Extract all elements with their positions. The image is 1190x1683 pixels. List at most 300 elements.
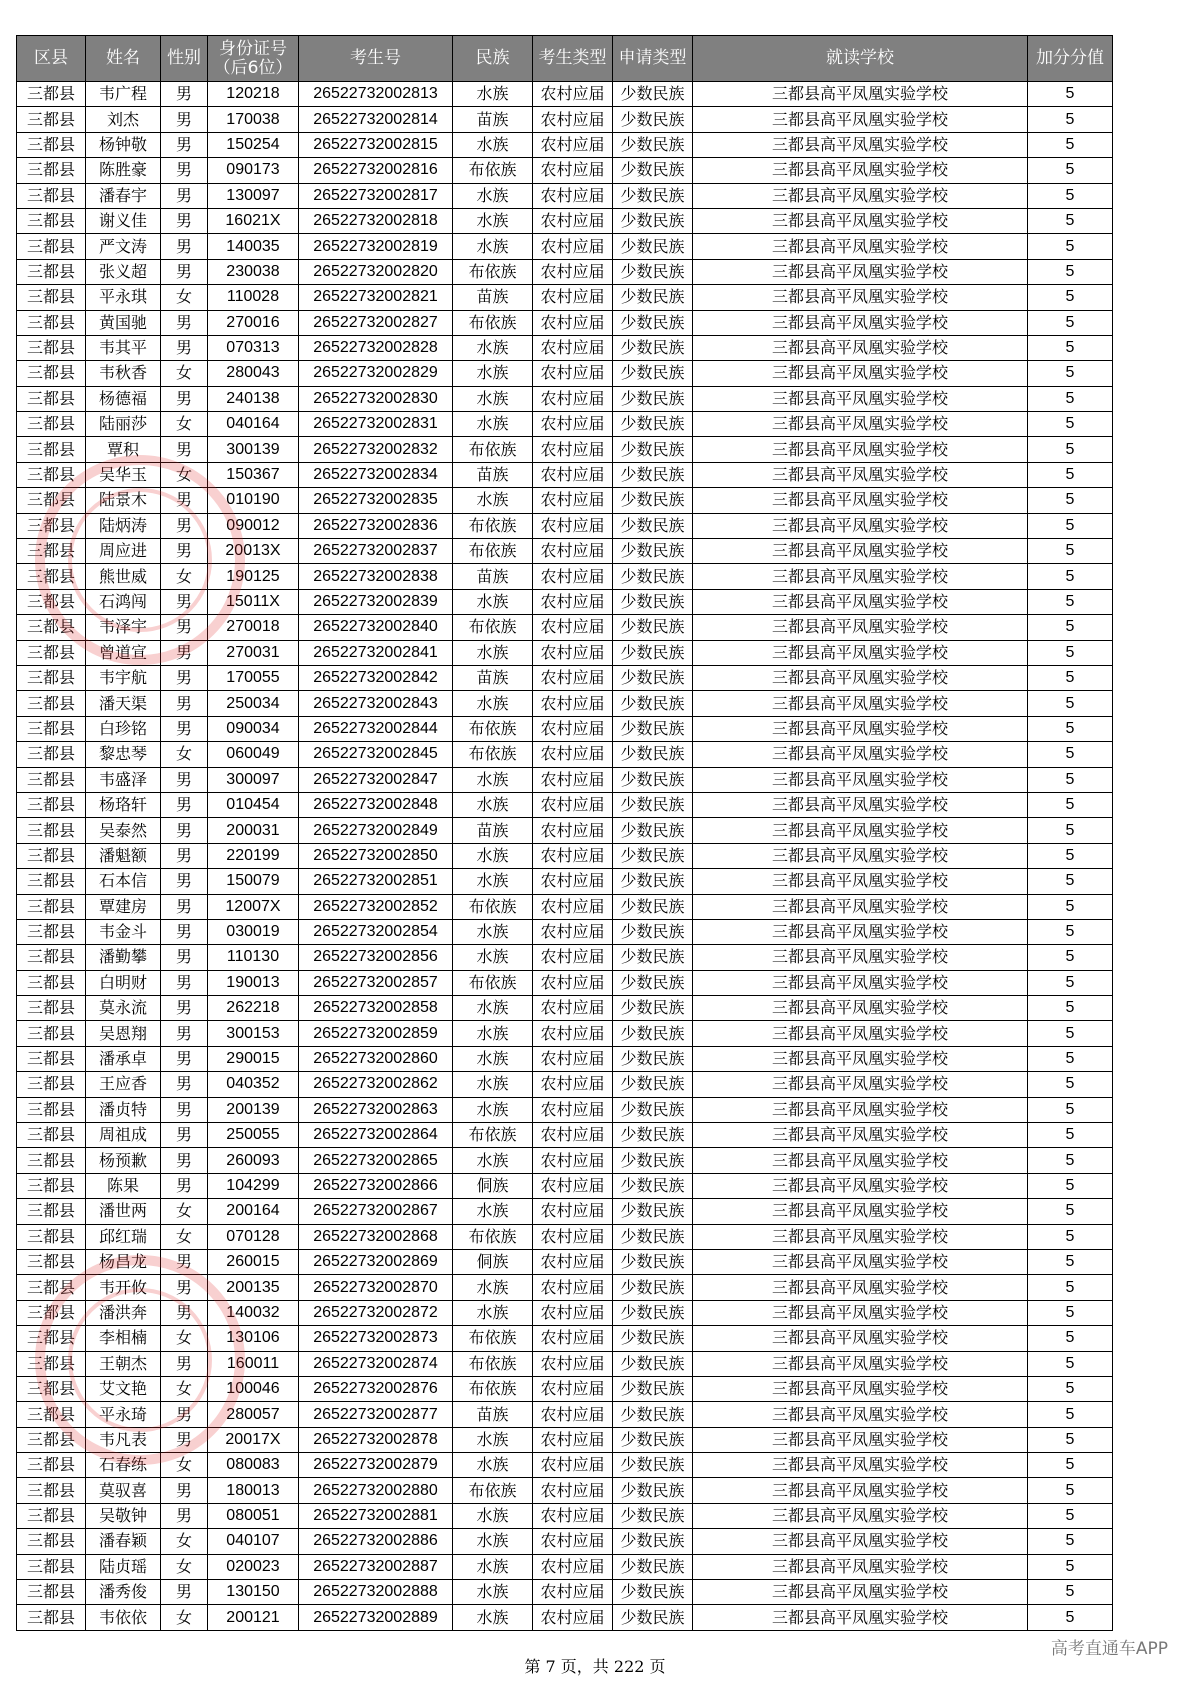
cell-apply-type: 少数民族 [613,1224,693,1249]
cell-candidate-type: 农村应届 [533,1427,613,1452]
cell-bonus: 5 [1028,462,1113,487]
cell-candidate-type: 农村应届 [533,132,613,157]
cell-district: 三都县 [17,1046,86,1071]
cell-name: 韦其平 [86,335,161,360]
table-row [17,843,1113,868]
cell-ethnicity: 布依族 [453,716,533,741]
cell-candidate-type: 农村应届 [533,869,613,894]
cell-id-suffix: 150079 [208,869,299,894]
cell-ethnicity: 水族 [453,589,533,614]
cell-candidate-type: 农村应届 [533,158,613,183]
cell-exam-number: 26522732002834 [299,462,453,487]
cell-gender: 女 [161,1605,208,1630]
cell-ethnicity: 布依族 [453,1376,533,1401]
cell-school: 三都县高平凤凰实验学校 [693,1275,1028,1300]
cell-id-suffix: 15011X [208,589,299,614]
cell-gender: 男 [161,665,208,690]
cell-ethnicity: 苗族 [453,285,533,310]
cell-apply-type: 少数民族 [613,335,693,360]
cell-gender: 女 [161,742,208,767]
cell-name: 艾文艳 [86,1376,161,1401]
cell-ethnicity: 水族 [453,919,533,944]
cell-ethnicity: 水族 [453,1300,533,1325]
cell-bonus: 5 [1028,1300,1113,1325]
cell-id-suffix: 290015 [208,1046,299,1071]
cell-candidate-type: 农村应届 [533,1402,613,1427]
cell-district: 三都县 [17,792,86,817]
cell-ethnicity: 水族 [453,132,533,157]
cell-bonus: 5 [1028,1097,1113,1122]
cell-id-suffix: 030019 [208,919,299,944]
cell-apply-type: 少数民族 [613,792,693,817]
cell-ethnicity: 布依族 [453,1326,533,1351]
cell-exam-number: 26522732002881 [299,1503,453,1528]
table-row [17,310,1113,335]
cell-exam-number: 26522732002829 [299,361,453,386]
cell-school: 三都县高平凤凰实验学校 [693,183,1028,208]
cell-name: 潘洪奔 [86,1300,161,1325]
cell-id-suffix: 160011 [208,1351,299,1376]
cell-school: 三都县高平凤凰实验学校 [693,82,1028,107]
cell-ethnicity: 水族 [453,843,533,868]
cell-school: 三都县高平凤凰实验学校 [693,158,1028,183]
cell-exam-number: 26522732002858 [299,996,453,1021]
cell-id-suffix: 150254 [208,132,299,157]
cell-exam-number: 26522732002843 [299,691,453,716]
cell-name: 杨钟敬 [86,132,161,157]
cell-apply-type: 少数民族 [613,716,693,741]
cell-district: 三都县 [17,970,86,995]
table-row [17,1427,1113,1452]
cell-apply-type: 少数民族 [613,1021,693,1046]
cell-gender: 男 [161,767,208,792]
table-row [17,1123,1113,1148]
cell-name: 覃建房 [86,894,161,919]
table-row [17,1173,1113,1198]
cell-gender: 男 [161,488,208,513]
cell-district: 三都县 [17,589,86,614]
cell-gender: 男 [161,1173,208,1198]
cell-ethnicity: 水族 [453,361,533,386]
cell-gender: 男 [161,132,208,157]
table-row [17,488,1113,513]
cell-school: 三都县高平凤凰实验学校 [693,1072,1028,1097]
cell-exam-number: 26522732002815 [299,132,453,157]
table-row [17,894,1113,919]
cell-candidate-type: 农村应届 [533,437,613,462]
cell-district: 三都县 [17,1529,86,1554]
cell-exam-number: 26522732002864 [299,1123,453,1148]
cell-id-suffix: 130150 [208,1580,299,1605]
cell-school: 三都县高平凤凰实验学校 [693,1123,1028,1148]
cell-name: 杨德福 [86,386,161,411]
cell-gender: 男 [161,615,208,640]
cell-exam-number: 26522732002842 [299,665,453,690]
cell-apply-type: 少数民族 [613,1478,693,1503]
cell-exam-number: 26522732002869 [299,1249,453,1274]
cell-district: 三都县 [17,412,86,437]
cell-id-suffix: 300139 [208,437,299,462]
cell-ethnicity: 水族 [453,1503,533,1528]
table-header-row [17,36,1113,82]
cell-gender: 男 [161,183,208,208]
cell-name: 严文涛 [86,234,161,259]
cell-candidate-type: 农村应届 [533,82,613,107]
cell-gender: 男 [161,945,208,970]
cell-apply-type: 少数民族 [613,589,693,614]
cell-candidate-type: 农村应届 [533,564,613,589]
cell-gender: 男 [161,1580,208,1605]
cell-district: 三都县 [17,945,86,970]
cell-ethnicity: 布依族 [453,1351,533,1376]
cell-name: 石本信 [86,869,161,894]
cell-id-suffix: 180013 [208,1478,299,1503]
cell-apply-type: 少数民族 [613,361,693,386]
cell-apply-type: 少数民族 [613,615,693,640]
cell-bonus: 5 [1028,970,1113,995]
cell-school: 三都县高平凤凰实验学校 [693,1453,1028,1478]
cell-gender: 男 [161,1402,208,1427]
cell-id-suffix: 060049 [208,742,299,767]
cell-district: 三都县 [17,1402,86,1427]
cell-gender: 男 [161,1478,208,1503]
cell-gender: 男 [161,82,208,107]
cell-gender: 男 [161,589,208,614]
cell-ethnicity: 布依族 [453,742,533,767]
cell-school: 三都县高平凤凰实验学校 [693,513,1028,538]
cell-ethnicity: 布依族 [453,894,533,919]
cell-bonus: 5 [1028,82,1113,107]
cell-ethnicity: 布依族 [453,158,533,183]
cell-apply-type: 少数民族 [613,1427,693,1452]
header-candidate-type: 考生类型 [533,36,613,82]
header-district: 区县 [17,36,86,82]
cell-name: 陈果 [86,1173,161,1198]
cell-bonus: 5 [1028,1605,1113,1630]
cell-school: 三都县高平凤凰实验学校 [693,539,1028,564]
cell-candidate-type: 农村应届 [533,1300,613,1325]
cell-gender: 女 [161,564,208,589]
cell-district: 三都县 [17,1249,86,1274]
cell-gender: 男 [161,234,208,259]
cell-name: 莫永流 [86,996,161,1021]
cell-ethnicity: 水族 [453,640,533,665]
cell-id-suffix: 100046 [208,1376,299,1401]
cell-bonus: 5 [1028,564,1113,589]
cell-candidate-type: 农村应届 [533,945,613,970]
cell-bonus: 5 [1028,259,1113,284]
brand-label: 高考直通车APP [1050,1639,1168,1659]
cell-school: 三都县高平凤凰实验学校 [693,462,1028,487]
cell-id-suffix: 270031 [208,640,299,665]
table-row [17,386,1113,411]
cell-bonus: 5 [1028,1402,1113,1427]
cell-district: 三都县 [17,1097,86,1122]
cell-apply-type: 少数民族 [613,386,693,411]
cell-apply-type: 少数民族 [613,1402,693,1427]
cell-bonus: 5 [1028,1554,1113,1579]
cell-bonus: 5 [1028,742,1113,767]
cell-exam-number: 26522732002838 [299,564,453,589]
cell-school: 三都县高平凤凰实验学校 [693,412,1028,437]
cell-district: 三都县 [17,1173,86,1198]
cell-id-suffix: 190125 [208,564,299,589]
cell-school: 三都县高平凤凰实验学校 [693,1605,1028,1630]
cell-id-suffix: 20013X [208,539,299,564]
cell-school: 三都县高平凤凰实验学校 [693,1478,1028,1503]
cell-id-suffix: 250034 [208,691,299,716]
cell-ethnicity: 水族 [453,335,533,360]
cell-id-suffix: 130097 [208,183,299,208]
cell-gender: 男 [161,1503,208,1528]
cell-gender: 男 [161,792,208,817]
cell-exam-number: 26522732002827 [299,310,453,335]
cell-id-suffix: 200121 [208,1605,299,1630]
cell-bonus: 5 [1028,412,1113,437]
cell-apply-type: 少数民族 [613,82,693,107]
cell-bonus: 5 [1028,1072,1113,1097]
cell-school: 三都县高平凤凰实验学校 [693,564,1028,589]
cell-bonus: 5 [1028,1326,1113,1351]
cell-district: 三都县 [17,513,86,538]
cell-bonus: 5 [1028,1173,1113,1198]
cell-name: 韦盛泽 [86,767,161,792]
cell-exam-number: 26522732002888 [299,1580,453,1605]
cell-gender: 男 [161,843,208,868]
cell-exam-number: 26522732002848 [299,792,453,817]
cell-gender: 男 [161,869,208,894]
table-row [17,1046,1113,1071]
cell-district: 三都县 [17,843,86,868]
cell-exam-number: 26522732002817 [299,183,453,208]
cell-ethnicity: 水族 [453,1580,533,1605]
cell-district: 三都县 [17,1300,86,1325]
cell-district: 三都县 [17,665,86,690]
cell-apply-type: 少数民族 [613,1453,693,1478]
cell-school: 三都县高平凤凰实验学校 [693,1199,1028,1224]
cell-name: 潘贞特 [86,1097,161,1122]
cell-school: 三都县高平凤凰实验学校 [693,1376,1028,1401]
cell-id-suffix: 280057 [208,1402,299,1427]
cell-name: 陈胜豪 [86,158,161,183]
cell-gender: 男 [161,386,208,411]
table-row [17,82,1113,107]
cell-bonus: 5 [1028,1453,1113,1478]
cell-exam-number: 26522732002862 [299,1072,453,1097]
cell-apply-type: 少数民族 [613,691,693,716]
cell-gender: 男 [161,539,208,564]
cell-ethnicity: 布依族 [453,539,533,564]
cell-ethnicity: 水族 [453,792,533,817]
cell-name: 潘承卓 [86,1046,161,1071]
cell-apply-type: 少数民族 [613,894,693,919]
cell-ethnicity: 水族 [453,1275,533,1300]
cell-district: 三都县 [17,691,86,716]
header-name: 姓名 [86,36,161,82]
cell-name: 韦宇航 [86,665,161,690]
cell-exam-number: 26522732002830 [299,386,453,411]
table-row [17,412,1113,437]
cell-name: 杨珞轩 [86,792,161,817]
table-row [17,539,1113,564]
cell-school: 三都县高平凤凰实验学校 [693,665,1028,690]
cell-exam-number: 26522732002889 [299,1605,453,1630]
table-row [17,996,1113,1021]
cell-bonus: 5 [1028,285,1113,310]
table-row [17,335,1113,360]
table-row [17,1503,1113,1528]
table-row [17,792,1113,817]
cell-id-suffix: 16021X [208,208,299,233]
cell-district: 三都县 [17,1554,86,1579]
cell-candidate-type: 农村应届 [533,310,613,335]
cell-name: 吴泰然 [86,818,161,843]
header-id-line1: 身份证号 [219,38,287,59]
cell-name: 石鸿闯 [86,589,161,614]
cell-school: 三都县高平凤凰实验学校 [693,1580,1028,1605]
cell-school: 三都县高平凤凰实验学校 [693,1097,1028,1122]
cell-school: 三都县高平凤凰实验学校 [693,208,1028,233]
cell-district: 三都县 [17,869,86,894]
table-row [17,462,1113,487]
cell-candidate-type: 农村应届 [533,1173,613,1198]
cell-exam-number: 26522732002876 [299,1376,453,1401]
cell-name: 吴敬钟 [86,1503,161,1528]
cell-name: 李相楠 [86,1326,161,1351]
cell-apply-type: 少数民族 [613,1249,693,1274]
table-row [17,1021,1113,1046]
cell-id-suffix: 200031 [208,818,299,843]
cell-bonus: 5 [1028,1580,1113,1605]
cell-district: 三都县 [17,1123,86,1148]
cell-gender: 男 [161,1351,208,1376]
cell-candidate-type: 农村应届 [533,183,613,208]
cell-gender: 男 [161,716,208,741]
cell-exam-number: 26522732002820 [299,259,453,284]
cell-apply-type: 少数民族 [613,640,693,665]
cell-name: 王朝杰 [86,1351,161,1376]
cell-candidate-type: 农村应届 [533,1453,613,1478]
cell-name: 熊世威 [86,564,161,589]
cell-bonus: 5 [1028,1199,1113,1224]
cell-candidate-type: 农村应届 [533,208,613,233]
cell-id-suffix: 040107 [208,1529,299,1554]
cell-bonus: 5 [1028,513,1113,538]
cell-gender: 男 [161,1249,208,1274]
cell-ethnicity: 侗族 [453,1249,533,1274]
cell-candidate-type: 农村应届 [533,742,613,767]
cell-apply-type: 少数民族 [613,1046,693,1071]
cell-apply-type: 少数民族 [613,564,693,589]
cell-gender: 女 [161,1224,208,1249]
cell-candidate-type: 农村应届 [533,361,613,386]
cell-candidate-type: 农村应届 [533,1605,613,1630]
cell-id-suffix: 20017X [208,1427,299,1452]
cell-gender: 男 [161,1427,208,1452]
table-row [17,945,1113,970]
cell-exam-number: 26522732002839 [299,589,453,614]
cell-apply-type: 少数民族 [613,945,693,970]
table-row [17,665,1113,690]
cell-gender: 男 [161,996,208,1021]
cell-district: 三都县 [17,488,86,513]
cell-bonus: 5 [1028,361,1113,386]
cell-exam-number: 26522732002863 [299,1097,453,1122]
table-row [17,234,1113,259]
table-row [17,716,1113,741]
cell-exam-number: 26522732002849 [299,818,453,843]
cell-ethnicity: 侗族 [453,1173,533,1198]
cell-exam-number: 26522732002816 [299,158,453,183]
cell-bonus: 5 [1028,386,1113,411]
cell-gender: 男 [161,1275,208,1300]
cell-name: 韦泽宇 [86,615,161,640]
cell-gender: 男 [161,310,208,335]
cell-id-suffix: 120218 [208,82,299,107]
cell-name: 韦依依 [86,1605,161,1630]
cell-district: 三都县 [17,1478,86,1503]
cell-gender: 男 [161,1123,208,1148]
cell-apply-type: 少数民族 [613,539,693,564]
table-row [17,107,1113,132]
cell-apply-type: 少数民族 [613,158,693,183]
cell-school: 三都县高平凤凰实验学校 [693,996,1028,1021]
cell-apply-type: 少数民族 [613,1351,693,1376]
cell-candidate-type: 农村应届 [533,1529,613,1554]
cell-ethnicity: 布依族 [453,1224,533,1249]
cell-district: 三都县 [17,234,86,259]
cell-district: 三都县 [17,640,86,665]
cell-bonus: 5 [1028,869,1113,894]
cell-district: 三都县 [17,615,86,640]
cell-bonus: 5 [1028,1529,1113,1554]
cell-apply-type: 少数民族 [613,259,693,284]
cell-bonus: 5 [1028,335,1113,360]
cell-district: 三都县 [17,107,86,132]
cell-candidate-type: 农村应届 [533,640,613,665]
cell-apply-type: 少数民族 [613,285,693,310]
cell-name: 韦金斗 [86,919,161,944]
cell-candidate-type: 农村应届 [533,1046,613,1071]
cell-school: 三都县高平凤凰实验学校 [693,310,1028,335]
cell-name: 邱红瑞 [86,1224,161,1249]
cell-candidate-type: 农村应届 [533,818,613,843]
cell-id-suffix: 010190 [208,488,299,513]
cell-bonus: 5 [1028,1275,1113,1300]
header-id-number [208,36,299,82]
table-row [17,1580,1113,1605]
cell-candidate-type: 农村应届 [533,894,613,919]
cell-gender: 女 [161,285,208,310]
cell-school: 三都县高平凤凰实验学校 [693,1249,1028,1274]
table-row [17,1148,1113,1173]
table-row [17,1199,1113,1224]
cell-name: 曾道宣 [86,640,161,665]
cell-candidate-type: 农村应届 [533,996,613,1021]
cell-id-suffix: 190013 [208,970,299,995]
cell-gender: 男 [161,158,208,183]
cell-candidate-type: 农村应届 [533,513,613,538]
cell-apply-type: 少数民族 [613,1503,693,1528]
cell-bonus: 5 [1028,208,1113,233]
cell-bonus: 5 [1028,996,1113,1021]
cell-apply-type: 少数民族 [613,462,693,487]
cell-candidate-type: 农村应届 [533,1580,613,1605]
header-exam-number: 考生号 [299,36,453,82]
cell-district: 三都县 [17,208,86,233]
cell-gender: 女 [161,1326,208,1351]
cell-bonus: 5 [1028,818,1113,843]
